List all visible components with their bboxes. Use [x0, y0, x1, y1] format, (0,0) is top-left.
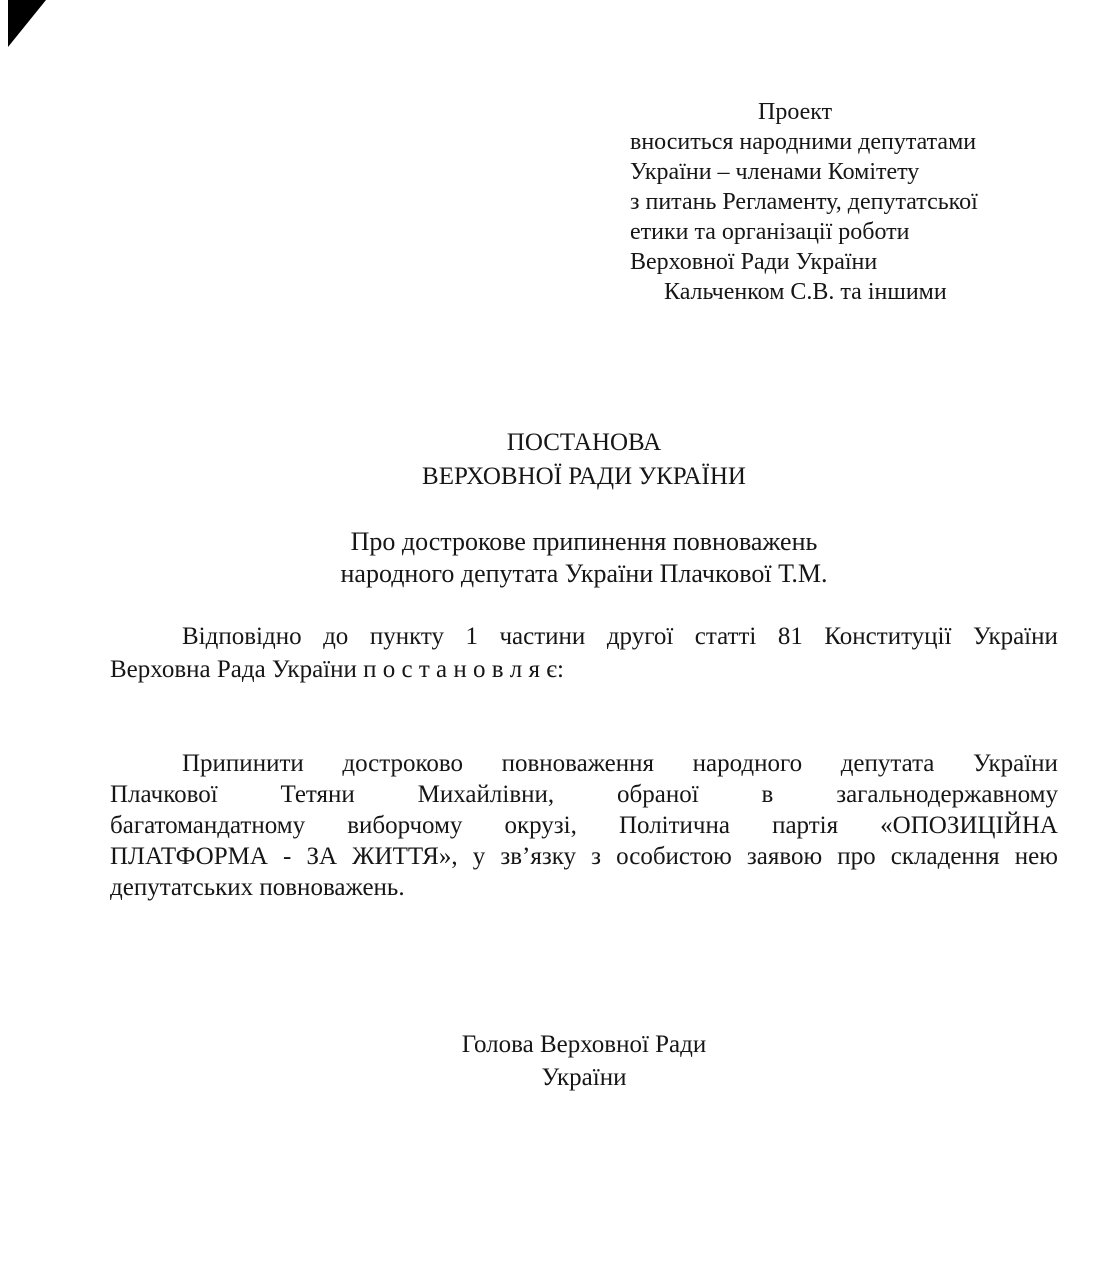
- word: достроково: [342, 750, 464, 777]
- resolution-paragraph: [110, 748, 1058, 903]
- word: 81: [777, 623, 803, 650]
- word: Конституції: [824, 623, 952, 650]
- text-line: депутатських повноважень.: [110, 874, 405, 901]
- word: у: [472, 843, 486, 870]
- word: заявою: [746, 843, 823, 870]
- text-line: Верховної Ради України: [630, 249, 878, 275]
- word: пункту: [369, 623, 444, 650]
- word: депутата: [840, 750, 935, 777]
- word: народного: [692, 750, 803, 777]
- word: другої: [606, 623, 674, 650]
- word: -: [283, 843, 292, 870]
- title-line-2: ВЕРХОВНОЇ РАДИ УКРАЇНИ: [422, 463, 746, 490]
- word: України: [972, 750, 1058, 777]
- word: ЗА: [306, 843, 338, 870]
- preamble-paragraph: [110, 620, 1058, 686]
- text-line: [110, 810, 1058, 841]
- word: Відповідно: [182, 623, 302, 650]
- word: частини: [499, 623, 586, 650]
- word: Припинити: [182, 750, 304, 777]
- subject-line-1: Про дострокове припинення повноважень: [350, 527, 818, 556]
- word: статті: [694, 623, 757, 650]
- word: ЖИТТЯ»,: [352, 843, 458, 870]
- text-line: України – членами Комітету: [630, 159, 920, 185]
- word: ПЛАТФОРМА: [110, 843, 268, 870]
- word: виборчому: [347, 812, 463, 839]
- word: Плачкової: [110, 781, 218, 808]
- text-line: Кальченком С.В. та іншими: [664, 279, 947, 305]
- word: складення: [890, 843, 1000, 870]
- word: багатомандатному: [110, 812, 306, 839]
- word: до: [323, 623, 349, 650]
- word: про: [837, 843, 876, 870]
- text-line: вноситься народними депутатами: [630, 129, 977, 155]
- word: окрузі,: [504, 812, 577, 839]
- subject-line-2: народного депутата України Плачкової Т.М.: [340, 559, 828, 588]
- word: 1: [465, 623, 478, 650]
- signature-line-1: Голова Верховної Ради: [461, 1031, 707, 1058]
- word: загальнодержавному: [836, 781, 1058, 808]
- word: партія: [772, 812, 839, 839]
- text-line: [182, 748, 1058, 779]
- word: в: [761, 781, 774, 808]
- signature-line-2: України: [541, 1064, 627, 1091]
- folded-corner-mark-icon: [8, 0, 46, 47]
- word: нею: [1014, 843, 1058, 870]
- word: зв’язку: [500, 843, 576, 870]
- document-subject: [110, 526, 1058, 590]
- word: повноваження: [501, 750, 655, 777]
- text-line: [182, 620, 1058, 653]
- word: «ОПОЗИЦІЙНА: [880, 812, 1058, 839]
- text-line: Верховна Рада України п о с т а н о в л я є:: [110, 656, 564, 683]
- word: Михайлівни,: [417, 781, 555, 808]
- submission-note: [630, 97, 1060, 307]
- title-line-1: ПОСТАНОВА: [506, 429, 662, 456]
- text-line: [110, 779, 1058, 810]
- word: Політична: [618, 812, 730, 839]
- text-line: [110, 841, 1058, 872]
- word: обраної: [617, 781, 699, 808]
- text-line: етики та організації роботи: [630, 219, 910, 245]
- text-line: з питань Регламенту, депутатської: [630, 189, 978, 215]
- word: з: [591, 843, 601, 870]
- word: України: [972, 623, 1058, 650]
- text-line: Проект: [758, 99, 833, 125]
- document-title: [110, 426, 1058, 494]
- word: особистою: [616, 843, 732, 870]
- signature-block: [110, 1028, 1058, 1094]
- word: Тетяни: [280, 781, 355, 808]
